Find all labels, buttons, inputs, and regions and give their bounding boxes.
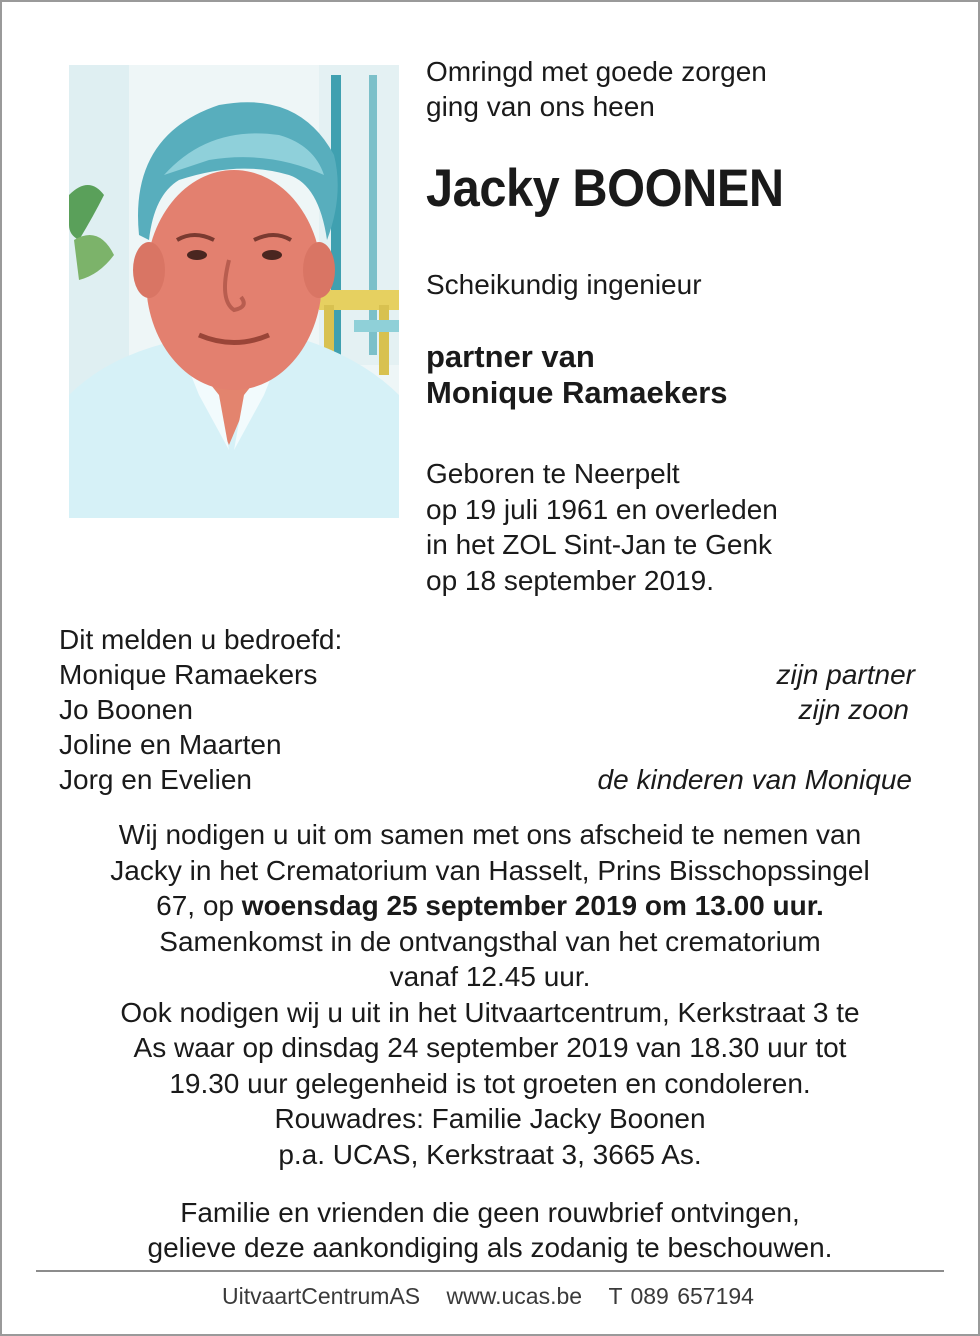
family-member — [59, 727, 915, 762]
family-heading — [59, 622, 915, 657]
partner-label: partner van — [426, 339, 595, 374]
dates-line: op 18 september 2019. — [426, 564, 714, 596]
invitation-line: Ook nodigen wij u uit in het Uitvaartcentrum, Kerkstraat 3 te — [120, 996, 860, 1028]
invitation-line: 19.30 uur gelegenheid is tot groeten en condoleren. — [169, 1067, 811, 1099]
deceased-name: Jacky BOONEN — [426, 159, 784, 218]
dates-line: Geboren te Neerpelt — [426, 458, 680, 489]
invitation-text: 67, op — [156, 890, 242, 921]
partner-name: Monique Ramaekers — [426, 375, 728, 410]
dates-line: op 19 juli 1961 en overleden — [426, 493, 778, 525]
invitation-line: vanaf 12.45 uur. — [389, 961, 591, 992]
member-name: Jorg en Evelien — [59, 764, 253, 795]
member-relation: de kinderen van Monique — [597, 764, 912, 795]
member-relation: zijn partner — [776, 659, 915, 690]
profession: Scheikundig ingenieur — [426, 269, 702, 300]
family-member — [59, 692, 915, 727]
partner-block — [426, 339, 728, 411]
invitation-line: As waar op dinsdag 24 september 2019 van 18.30 uur tot — [133, 1032, 847, 1063]
dates-line: in het ZOL Sint-Jan te Genk — [426, 529, 773, 560]
footer-company: UitvaartCentrumAS — [222, 1283, 421, 1309]
portrait-photo — [69, 65, 399, 518]
intro-line: Omringd met goede zorgen — [426, 56, 767, 87]
intro-line: ging van ons heen — [426, 91, 655, 122]
intro-text — [426, 54, 767, 124]
invitation-line: Wij nodigen u uit om samen met ons afscheid te nemen van — [118, 819, 862, 850]
footer-phone: T 089 657194 — [608, 1283, 754, 1309]
invitation-line: Samenkomst in de ontvangsthal van het crematorium — [159, 925, 821, 957]
mourning-address: p.a. UCAS, Kerkstraat 3, 3665 As. — [278, 1138, 702, 1170]
member-relation: zijn zoon — [798, 694, 909, 725]
footer-divider — [36, 1270, 944, 1272]
footer — [0, 1281, 976, 1311]
member-name: Jo Boonen — [59, 694, 193, 725]
family-member — [59, 657, 915, 692]
family-member — [59, 762, 915, 797]
life-dates — [426, 456, 778, 598]
invitation-line: Jacky in het Crematorium van Hasselt, Prins Bisschopssingel — [110, 854, 870, 886]
member-name: Monique Ramaekers — [59, 659, 318, 690]
funeral-invitation — [36, 817, 944, 1172]
family-list — [59, 622, 915, 797]
closing-notice — [36, 1195, 944, 1265]
family-heading-text: Dit melden u bedroefd: — [59, 624, 343, 655]
notice-line: gelieve deze aankondiging als zodanig te beschouwen. — [147, 1232, 833, 1263]
mourning-address: Rouwadres: Familie Jacky Boonen — [274, 1103, 706, 1134]
invitation-line — [36, 888, 944, 924]
member-name: Joline en Maarten — [59, 729, 282, 760]
footer-website[interactable]: www.ucas.be — [446, 1283, 583, 1309]
ceremony-datetime: woensdag 25 september 2019 om 13.00 uur. — [241, 890, 824, 921]
notice-line: Familie en vrienden die geen rouwbrief ontvingen, — [180, 1197, 800, 1228]
